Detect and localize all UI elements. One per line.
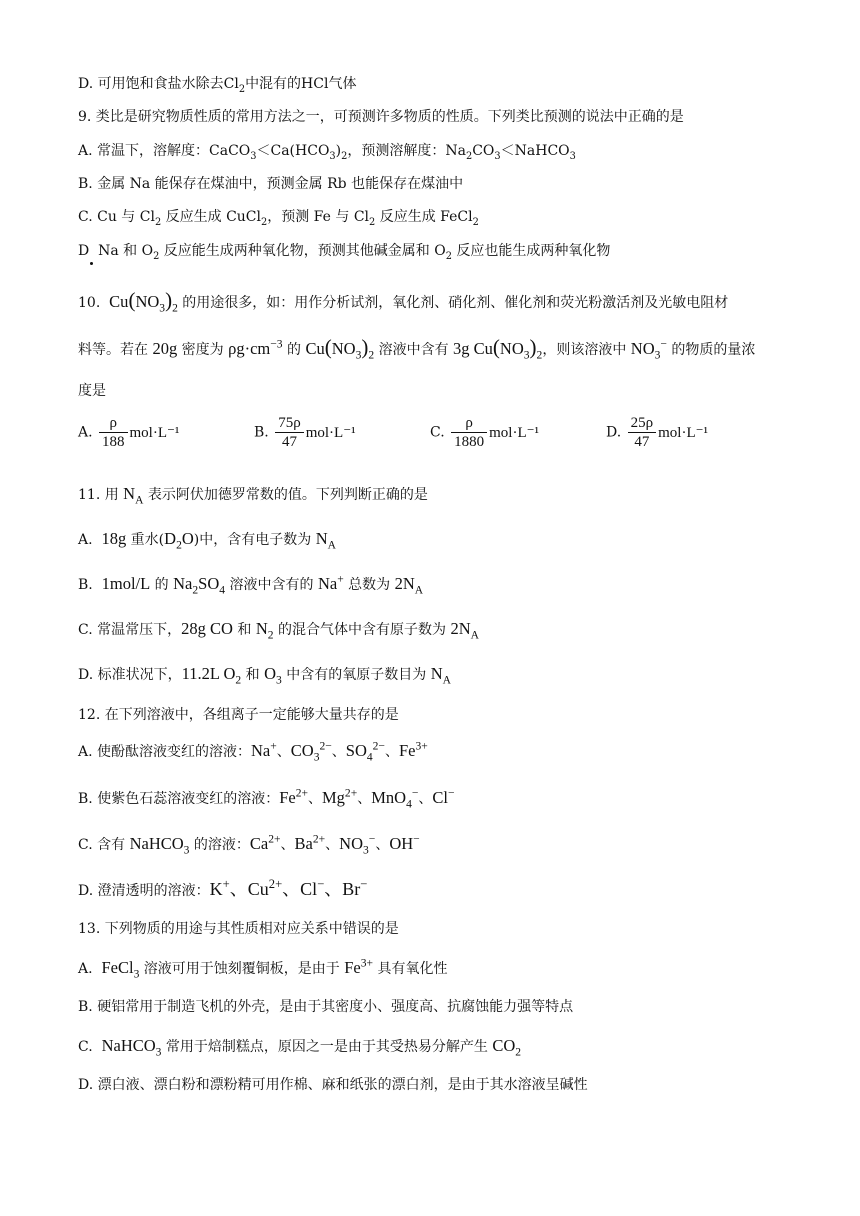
q13-option-a: A. FeCl$_3$ 溶液可用于蚀刻覆铜板，是由于 $Fe^{3+}$ 具有氧化性: [78, 957, 448, 981]
fraction: $\frac{\rho}{188}$: [99, 414, 128, 451]
period-dot: [90, 262, 93, 265]
q13-option-d: D. 漂白液、漂白粉和漂粉精可用作棉、麻和纸张的漂白剂，是由于其水溶液呈碱性: [78, 1077, 588, 1093]
q9-option-a: A. 常温下，溶解度：$CaCO_3<Ca(HCO_3)_2$，预测溶解度：$Na_2CO_3<NaHCO_3$: [78, 143, 576, 162]
q9-option-c: C. Cu 与 $Cl_2$ 反应生成 CuCl$_2$，预测 Fe 与 $Cl_2$ 反应生成 FeCl$_2$: [78, 209, 479, 228]
q12-option-d: D. 澄清透明的溶液：K+、$Cu^{2+}$、Cl−、Br−: [78, 877, 368, 899]
q9-option-b: B. 金属 Na 能保存在煤油中，预测金属 Rb 也能保存在煤油中: [78, 176, 464, 192]
q11-option-b: B. 1mol/L 的 $Na_2SO_4$ 溶液中含有的 Na+ 总数为 $2N_A$: [78, 573, 424, 597]
q10-option-d: D. $\frac{25\rho}{47}$ mol·L⁻¹: [606, 415, 709, 450]
q10-stem-line3: 度是: [78, 383, 106, 399]
q11-option-d: D. 标准状况下，11.2L $O_2$ 和 $O_3$ 中含有的氧原子数目为 $N_A$: [78, 664, 451, 687]
fraction: $\frac{25\rho}{47}$: [628, 414, 657, 451]
q11-option-c: C. 常温常压下，28g CO 和 $N_2$ 的混合气体中含有原子数为 $2N_A$: [78, 619, 479, 642]
fraction: $\frac{\rho}{1880}$: [451, 414, 487, 451]
q8-option-d: D. 可用饱和食盐水除去$Cl_2$中混有的HCl气体: [78, 76, 357, 95]
q10-option-b: B. $\frac{75\rho}{47}$ mol·L⁻¹: [254, 415, 356, 450]
q12-option-a: A. 使酚酞溶液变红的溶液：Na+、$CO_3^{2-}$、$SO_4^{2-}$、$Fe^{3+}$: [78, 740, 428, 764]
q10-option-c: C. $\frac{\rho}{1880}$ mol·L⁻¹: [430, 415, 540, 450]
q12-option-c: C. 含有 NaHCO$_3$ 的溶液：$Ca^{2+}$、$Ba^{2+}$、$NO_3^-$、OH−: [78, 833, 420, 857]
q13-stem: 13. 下列物质的用途与其性质相对应关系中错误的是: [78, 921, 399, 937]
q10-stem-line2: 料等。若在 20g 密度为 $\rho g\cdot cm^{-3}$ 的 $Cu(NO_3)_2$ 溶液中含有 3g $Cu(NO_3)_2$，则该溶液中 $NO_3^-$ 的物质的量浓: [78, 335, 756, 362]
q9-stem: 9. 类比是研究物质性质的常用方法之一，可预测许多物质的性质。下列类比预测的说法中正确的是: [78, 109, 684, 125]
q10-option-a: A. $\frac{\rho}{188}$ mol·L⁻¹: [78, 415, 180, 450]
q12-option-b: B. 使紫色石蕊溶液变红的溶液：$Fe^{2+}$、$Mg^{2+}$、MnO$_4$−、Cl−: [78, 787, 455, 811]
q9-option-d: D Na 和 $O_2$ 反应能生成两种氧化物，预测其他碱金属和 $O_2$ 反应也能生成两种氧化物: [78, 243, 611, 262]
q10-stem-line1: 10. $Cu(NO_3)_2$ 的用途很多，如：用作分析试剂，氧化剂、硝化剂、催化剂和荧光粉激活剂及光敏电阻材: [78, 288, 729, 315]
q12-stem: 12. 在下列溶液中，各组离子一定能够大量共存的是: [78, 707, 399, 723]
q13-option-c: C. NaHCO$_3$ 常用于焙制糕点，原因之一是由于其受热易分解产生 $CO_2$: [78, 1036, 522, 1059]
q11-stem: 11. 用 $N_A$ 表示阿伏加德罗常数的值。下列判断正确的是: [78, 484, 428, 507]
fraction: $\frac{75\rho}{47}$: [275, 414, 304, 451]
q11-option-a: A. 18g 重水$(D_2O)$中，含有电子数为 $N_A$: [78, 529, 336, 552]
q13-option-b: B. 硬铝常用于制造飞机的外壳，是由于其密度小、强度高、抗腐蚀能力强等特点: [78, 999, 574, 1015]
